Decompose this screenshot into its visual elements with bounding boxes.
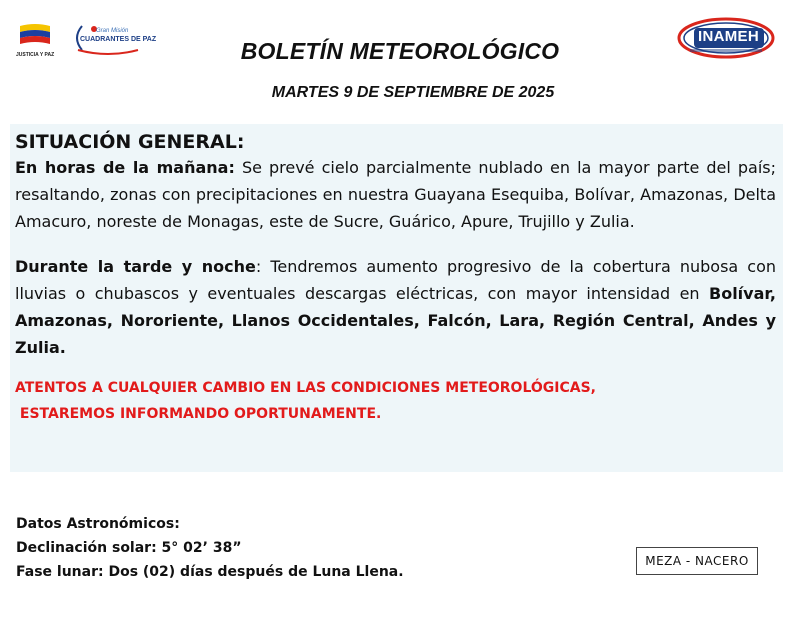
bulletin-date: MARTES 9 DE SEPTIEMBRE DE 2025 [271, 84, 555, 101]
astro-heading: Datos Astronómicos: [16, 516, 180, 532]
solar-declination: Declinación solar: 5° 02’ 38” [16, 540, 242, 556]
morning-label: En horas de la mañana: [15, 158, 235, 177]
astronomical-data [16, 512, 404, 584]
afternoon-forecast [15, 253, 776, 361]
alert-notice [15, 375, 776, 427]
bulletin-title: BOLETÍN METEOROLÓGICO [240, 38, 560, 64]
morning-text: Se prevé cielo parcialmente nublado en la mayor parte del país; resaltando, zonas con precipitaciones en nuestra Guayana Esequiba, Bolívar, Amazonas, Delta Amacuro, noreste de Monagas, este de Sucre, Guárico, Apure, Trujillo y Zulia. [15, 158, 777, 231]
inameh-logo-text: INAMEH [698, 28, 759, 45]
situation-heading: SITUACIÓN GENERAL: [15, 131, 245, 153]
afternoon-label: Durante la tarde y noche [15, 257, 256, 276]
alert-line-1: ATENTOS A CUALQUIER CAMBIO EN LAS CONDICIONES METEOROLÓGICAS, [15, 380, 596, 396]
afternoon-regions: Bolívar, Amazonas, Nororiente, Llanos Occidentales, Falcón, Lara, Región Central, Andes y Zulia. [15, 284, 776, 357]
morning-forecast [15, 154, 776, 235]
afternoon-text: : Tendremos aumento progresivo de la cobertura nubosa con lluvias o chubascos y eventuales descargas eléctricas, con mayor intensidad en [15, 257, 776, 303]
flag-caption: JUSTICIA Y PAZ [16, 52, 55, 58]
alert-line-2: ESTAREMOS INFORMANDO OPORTUNAMENTE. [15, 406, 382, 422]
mission-main-text: CUADRANTES DE PAZ [80, 36, 157, 43]
moon-phase: Fase lunar: Dos (02) días después de Luna Llena. [16, 564, 404, 580]
general-situation-panel [10, 124, 783, 472]
mission-top-text: Gran Misión [96, 28, 129, 34]
forecaster-signature: MEZA - NACERO [636, 547, 758, 575]
